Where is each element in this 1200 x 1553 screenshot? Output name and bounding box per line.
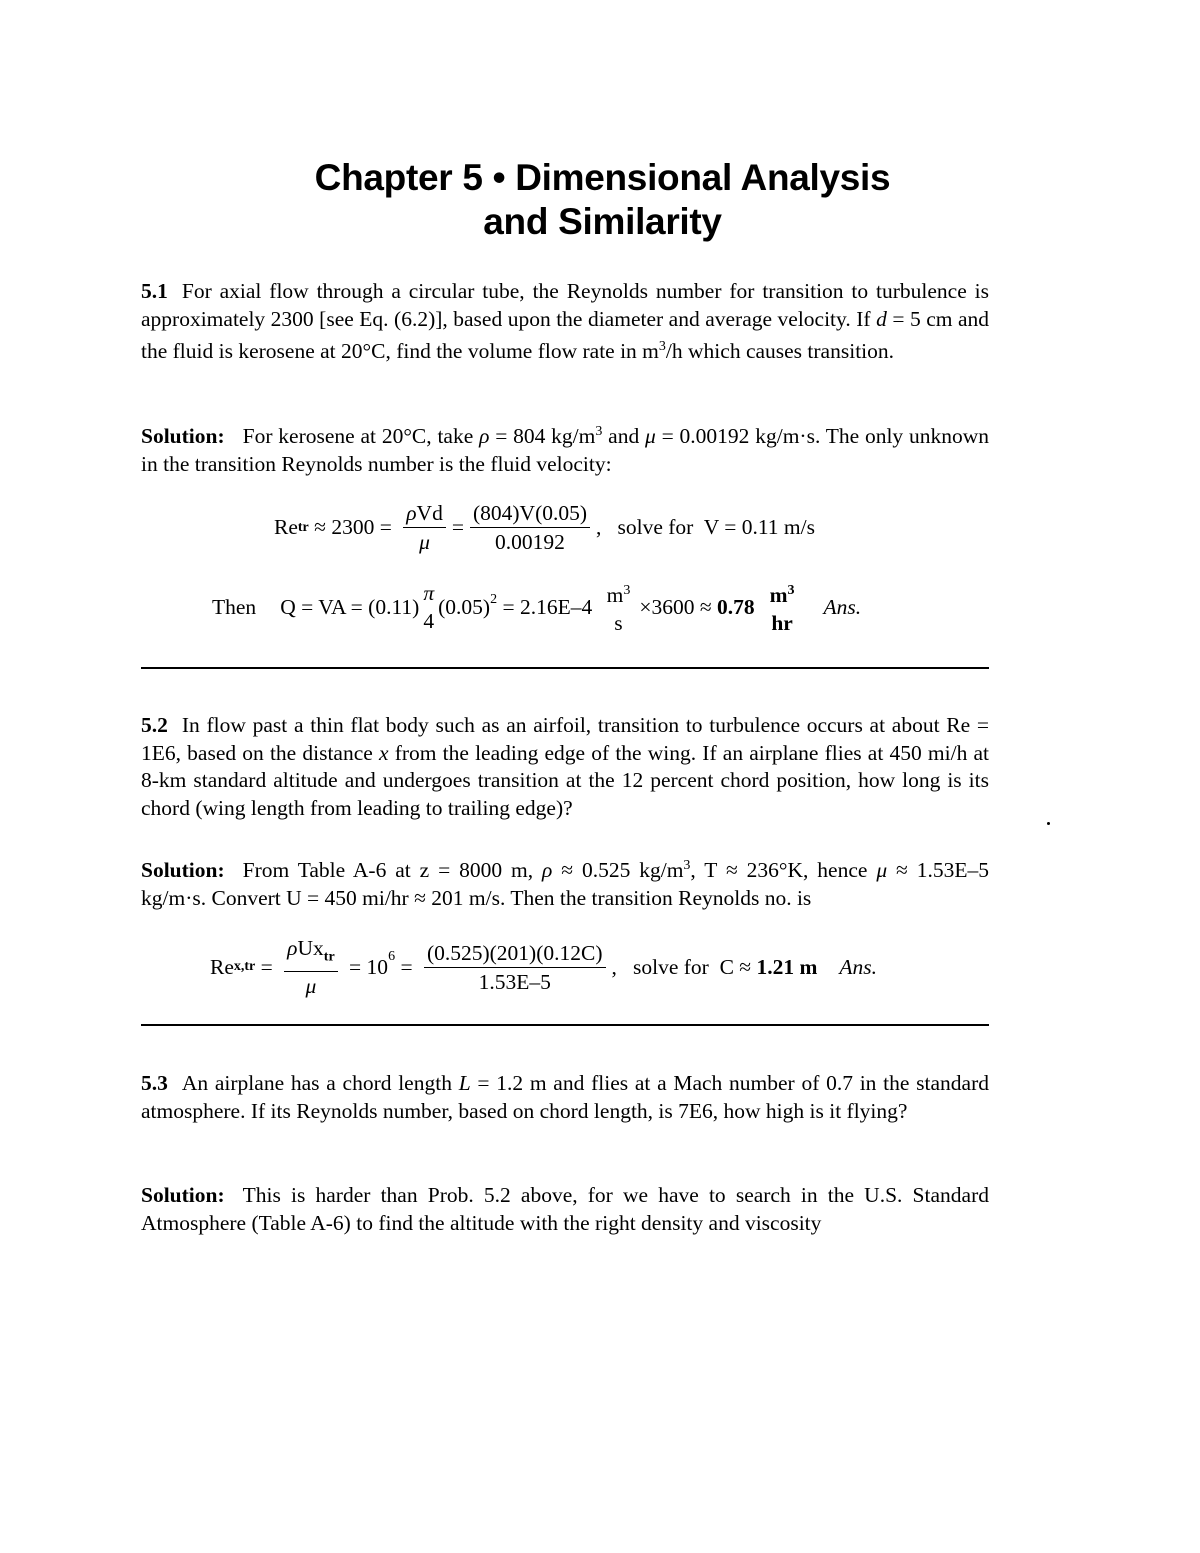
text: μ	[645, 424, 656, 449]
text: 3	[787, 583, 795, 598]
text: hr	[771, 611, 793, 636]
text: Re	[274, 515, 298, 539]
text: =	[255, 954, 279, 979]
text: , T ≈ 236°K, hence	[690, 858, 877, 883]
fraction	[767, 578, 798, 636]
equation-chord-length	[210, 935, 877, 999]
answer-label: Ans.	[839, 954, 878, 979]
problem-5-2-statement	[141, 712, 989, 822]
text: (0.05)	[438, 594, 491, 619]
text: x	[378, 740, 389, 765]
equation-flow-rate	[212, 578, 861, 636]
divider	[141, 667, 989, 669]
text: d	[876, 306, 887, 331]
chapter-title-line2: and Similarity	[483, 201, 722, 242]
answer-value: 1.21 m	[756, 954, 818, 979]
text: tr	[297, 519, 309, 535]
solution-label: Solution:	[141, 858, 225, 883]
fraction	[424, 940, 606, 995]
text: This is harder than Prob. 5.2 above, for we have to search in the U.S. Standard Atmosphere (Table A-6) to find the altitude with the right density and viscosity	[141, 1183, 989, 1235]
text: Vd	[416, 501, 443, 525]
fraction	[420, 580, 437, 634]
text: Re	[210, 954, 234, 979]
text: For kerosene at 20°C, take	[242, 424, 480, 449]
fraction	[470, 500, 590, 555]
text: 6	[388, 949, 396, 964]
fraction	[403, 500, 446, 555]
chapter-title-line1: Chapter 5 • Dimensional Analysis	[314, 157, 891, 198]
text: For axial flow through a circular tube, the Reynolds number for transition to turbulence is approximately 2300 [see Eq. (6.2)], based upon the diameter and average velocity. If	[141, 279, 989, 331]
text: /h which causes transition.	[665, 339, 895, 364]
text: 3	[595, 424, 603, 439]
text: μ	[419, 530, 430, 554]
stray-dot	[1047, 822, 1050, 825]
text: m	[606, 583, 624, 608]
problem-5-3-statement	[141, 1070, 989, 1125]
text: 1.53E–5	[478, 969, 551, 994]
text: ≈ 1.53E–5 kg/m·s. Convert U = 450 mi/hr ≈ 201 m/s. Then the transition Reynolds no. is	[141, 858, 989, 910]
text: = 10	[343, 954, 389, 979]
answer-value: 0.78	[717, 594, 755, 619]
text: ρ	[406, 501, 417, 525]
text: Ux	[297, 936, 324, 960]
text: = 804 kg/m	[489, 424, 596, 449]
text: ρ	[542, 858, 553, 883]
equation-reynolds-transition	[274, 500, 815, 555]
text: μ	[876, 858, 888, 883]
text: Then	[212, 594, 257, 619]
chapter-title	[140, 156, 1065, 244]
divider	[141, 1024, 989, 1026]
text: and	[602, 424, 646, 449]
text: tr	[323, 949, 335, 965]
fraction	[604, 578, 634, 636]
text: Q = VA = (0.11)	[280, 594, 420, 619]
text: ≈ 0.525 kg/m	[552, 858, 684, 883]
text: μ	[305, 974, 317, 999]
problem-5-3-solution	[141, 1182, 989, 1237]
text: ×3600 ≈	[639, 594, 717, 619]
problem-5-2-solution	[141, 852, 989, 912]
fraction	[284, 935, 338, 999]
text: 3	[658, 339, 666, 354]
text: 3	[623, 583, 631, 598]
problem-5-1-statement	[141, 278, 989, 366]
text: An airplane has a chord length	[181, 1071, 459, 1095]
text: from the leading edge of the wing. If an airplane flies at 450 mi/h at 8-km standard altitude and undergoes transition at the 12 percent chord position, how long is its chord (wing length from leading to trailing edge)?	[141, 740, 989, 820]
text: = 2.16E–4	[497, 594, 598, 619]
text: =	[395, 954, 418, 979]
text: (0.525)(201)(0.12C)	[424, 940, 606, 968]
solution-label: Solution:	[141, 1183, 225, 1207]
text: = 1.2 m and flies at a Mach number of 0.7 in the standard atmosphere. If its Reynolds number, based on chord length, is 7E6, how high is it flying?	[141, 1071, 989, 1123]
text: ≈ 2300 =	[308, 515, 398, 539]
text: 3	[683, 858, 691, 873]
text: From Table A-6 at z = 8000 m,	[242, 858, 543, 883]
text: 4	[423, 609, 435, 634]
problem-number: 5.2	[141, 713, 168, 737]
text: 0.00192	[495, 530, 565, 554]
text: In flow past a thin flat body such as an airfoil, transition to turbulence occurs at about Re = 1E6, based on the distance	[141, 713, 989, 765]
text: s	[614, 611, 623, 636]
problem-5-1-solution	[141, 418, 989, 478]
problem-number: 5.3	[141, 1071, 168, 1095]
text: L	[458, 1071, 471, 1095]
text: = 5 cm and the fluid is kerosene at 20°C, find the volume flow rate in m	[141, 306, 989, 364]
text: m	[769, 583, 788, 608]
text: 2	[490, 592, 498, 607]
answer-label: Ans.	[823, 594, 862, 619]
text: , solve for C ≈	[611, 954, 757, 979]
text: ρ	[287, 936, 298, 960]
text: (804)V(0.05)	[470, 500, 590, 528]
text: x,tr	[233, 959, 256, 975]
text: , solve for V = 0.11 m/s	[596, 515, 815, 539]
text: ρ	[479, 424, 490, 449]
text: =	[451, 515, 464, 539]
problem-number: 5.1	[141, 279, 168, 303]
text: π	[423, 581, 435, 606]
solution-label: Solution:	[141, 424, 225, 449]
text: = 0.00192 kg/m·s. The only unknown in the transition Reynolds number is the fluid velocity:	[141, 424, 990, 476]
